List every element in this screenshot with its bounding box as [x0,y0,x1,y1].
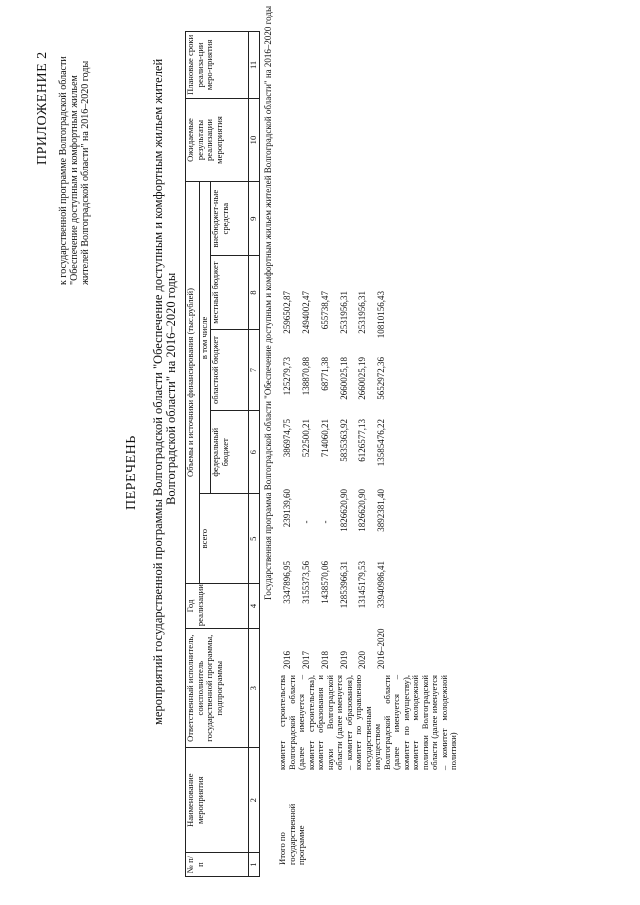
col-number: 9 [249,182,260,256]
cell-total: 13145179,53 [357,561,367,609]
cell-regional: 6126577,13 [357,419,367,462]
cell-extra: 655738,47 [320,291,330,330]
cell-extra: 2531956,31 [357,291,367,334]
cell-local: 5652972,36 [376,357,386,400]
responsible-text: комитет строительства Волгоградской области (далее именуется – комитет строительства), комитет образования и науки Волгоградской области (далее именуется – комитет образования), комитет по управлению государственным имуществом Волгоградской области (далее именуется – комитет по имуществу), комитет молодежной политики Волгоградской области (далее именуется – комитет молодежной политики) [277,675,458,770]
col-number: 7 [249,330,260,411]
header-federal: федеральный бюджет [211,411,249,494]
col-number: 8 [249,256,260,330]
cell-total: 1438570,06 [320,561,330,604]
appendix-title: ПРИЛОЖЕНИЕ 2 [35,51,50,165]
header-funding: Объемы и источники финансирования (тыс.рублей) [186,182,200,584]
col-number: 5 [249,494,260,583]
cell-year: 2016–2020 [376,628,386,669]
cell-federal: 239139,60 [282,489,292,528]
cell-extra: 2596502,87 [282,291,292,334]
col-number: 11 [249,32,260,99]
page-title: ПЕРЕЧЕНЬ [124,435,139,510]
header-local: местный бюджет [211,256,249,330]
cell-local: 2660025,18 [339,357,349,400]
cell-regional: 5835363,92 [339,419,349,462]
header-results: Ожидаемые результаты реализации мероприятия [186,98,249,181]
program-row: Государственная программа Волгоградской области "Обеспечение доступным и комфортным жильем жителей Волгоградской области" на 2016–2020 годы [263,5,273,600]
cell-federal: - [301,520,311,524]
header-name: Наименование мероприятия [186,748,249,853]
cell-total: 12853966,31 [339,561,349,609]
heading-line-2: Волгоградской области" на 2016–2020 годы [164,272,178,505]
cell-total: 3347896,95 [282,561,292,604]
cell-regional: 522500,21 [301,419,311,458]
header-regional: областной бюджет [211,330,249,411]
cell-year: 2020 [357,651,367,669]
cell-regional: 714060,21 [320,419,330,458]
header-total: всего [200,494,249,583]
col-number: 3 [249,629,260,748]
cell-federal: 1826620,90 [339,489,349,532]
col-number: 2 [249,748,260,853]
cell-year: 2017 [301,651,311,669]
cell-federal: - [320,520,330,524]
cell-total: 3155373,56 [301,561,311,604]
cell-local: 125279,73 [282,357,292,396]
header-extra: внебюджет-ные средства [211,182,249,256]
header-num: № п/п [186,853,249,877]
header-responsible: Ответственный исполнитель, соисполнитель государственной программы, подпрограммы [186,629,249,748]
cell-extra: 2494002,47 [301,291,311,334]
heading-line-1: мероприятий государственной программы Волгоградской области "Обеспечение доступным и комфортным жильем жителей [151,58,165,725]
measures-table [185,31,260,877]
cell-federal: 3892381,40 [376,489,386,532]
rotated-landscape-content [0,5,640,905]
total-label: Итого по государственной программе [277,803,306,865]
col-number: 1 [249,853,260,877]
cell-year: 2018 [320,651,330,669]
col-number: 6 [249,411,260,494]
col-number: 10 [249,98,260,181]
appendix-line-2: "Обеспечение доступным и комфортным жильем [69,75,80,285]
col-number: 4 [249,583,260,628]
cell-local: 2660025,19 [357,357,367,400]
header-terms: Плановые сроки реализа-ции меро-приятия [186,32,249,99]
cell-extra: 2531956,31 [339,291,349,334]
cell-regional: 13585476,22 [376,419,386,467]
cell-federal: 1826620,90 [357,489,367,532]
cell-year: 2019 [339,651,349,669]
cell-extra: 10810156,43 [376,291,386,339]
cell-year: 2016 [282,651,292,669]
header-year: Год реализации [186,583,249,628]
cell-regional: 386974,75 [282,419,292,458]
cell-local: 138870,88 [301,357,311,396]
appendix-line-3: жителей Волгоградской области" на 2016–2020 годы [80,60,91,285]
cell-total: 33940986,41 [376,561,386,609]
appendix-line-1: к государственной программе Волгоградской области [58,56,69,285]
header-incl: в том числе [200,182,211,494]
cell-local: 68771,38 [320,357,330,391]
